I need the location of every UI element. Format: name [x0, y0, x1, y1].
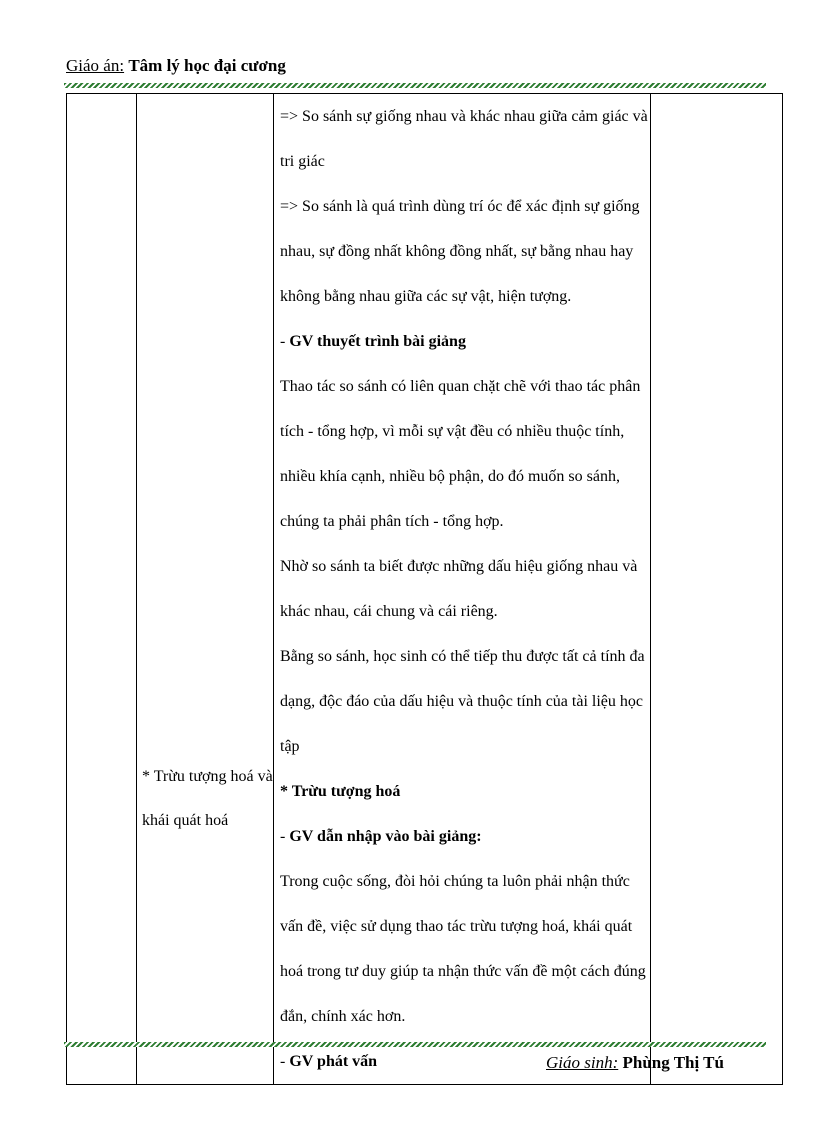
paragraph-2: => So sánh là quá trình dùng trí óc để xác định sự giống nhau, sự đồng nhất không đồng nhất, sự bằng nhau hay không bằng nhau giữa các sự vật, hiện tượng.: [280, 198, 640, 305]
lesson-table: [66, 93, 783, 1085]
column-1-cell: [67, 94, 137, 1085]
dash: -: [280, 1053, 290, 1070]
page-header: [66, 56, 286, 76]
dash: -: [280, 333, 290, 350]
gv-intro-heading: GV dẫn nhập vào bài giảng:: [289, 828, 482, 845]
table-row: [67, 94, 783, 1085]
paragraph-1: => So sánh sự giống nhau và khác nhau giữa cảm giác và tri giác: [280, 108, 648, 170]
paragraph-8: [280, 814, 650, 859]
abstraction-heading: * Trừu tượng hoá: [280, 783, 401, 800]
bottom-decorative-rule: [64, 1042, 766, 1047]
content-cell: [274, 94, 651, 1085]
column-4-cell: [651, 94, 783, 1085]
header-title: Tâm lý học đại cương: [128, 56, 286, 75]
gv-question-heading: GV phát vấn: [289, 1053, 378, 1070]
page-footer: [546, 1053, 724, 1073]
footer-label: Giáo sinh:: [546, 1053, 619, 1072]
column-2-cell: [137, 94, 274, 1085]
header-label: Giáo án:: [66, 56, 125, 75]
paragraph-3: [280, 319, 650, 364]
paragraph-4: Thao tác so sánh có liên quan chặt chẽ với thao tác phân tích - tổng hợp, vì mỗi sự vật đều có nhiều thuộc tính, nhiều khía cạnh, nhiều bộ phận, do đó muốn so sánh, chúng ta phải phân tích - tổng hợp.: [280, 378, 641, 530]
section-heading-abstraction: [142, 755, 273, 843]
top-decorative-rule: [64, 83, 766, 88]
paragraph-9: Trong cuộc sống, đòi hỏi chúng ta luôn phải nhận thức vấn đề, việc sử dụng thao tác trừu tượng hoá, khái quát hoá trong tư duy giúp ta nhận thức vấn đề một cách đúng đắn, chính xác hơn.: [280, 873, 646, 1025]
dash: -: [280, 828, 290, 845]
left-line-2: khái quát hoá: [142, 812, 229, 829]
footer-name: Phùng Thị Tú: [622, 1053, 724, 1072]
paragraph-5: Nhờ so sánh ta biết được những dấu hiệu giống nhau và khác nhau, cái chung và cái riêng.: [280, 558, 638, 620]
left-line-1: * Trừu tượng hoá và: [142, 768, 273, 785]
paragraph-6: Bằng so sánh, học sinh có thể tiếp thu được tất cả tính đa dạng, độc đáo của dấu hiệu và thuộc tính của tài liệu học tập: [280, 648, 645, 755]
gv-lecture-heading: GV thuyết trình bài giảng: [289, 333, 466, 350]
